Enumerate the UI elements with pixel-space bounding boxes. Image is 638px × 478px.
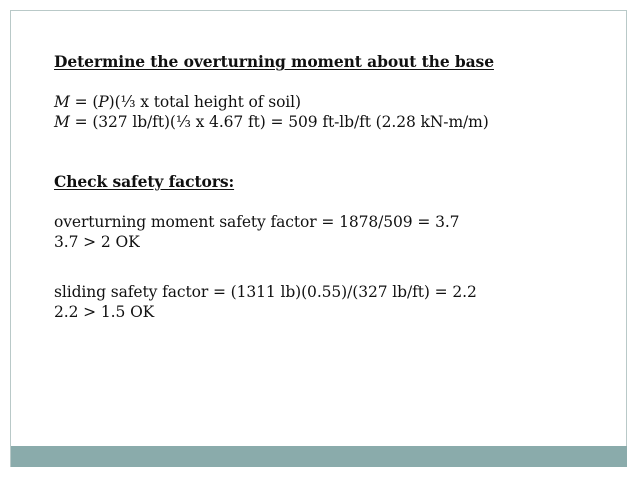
moment-var-2: M xyxy=(54,113,70,131)
moment-var: M xyxy=(54,93,70,111)
moment-calculation xyxy=(54,112,614,132)
formula-eq-sign: = ( xyxy=(69,93,99,111)
overturning-factor-line: overturning moment safety factor = 1878/509 = 3.7 xyxy=(54,213,460,231)
sliding-check-line: 2.2 > 1.5 OK xyxy=(54,303,155,321)
slide-content xyxy=(54,52,614,322)
overturning-check-line: 3.7 > 2 OK xyxy=(54,233,140,251)
moment-heading: Determine the overturning moment about the base xyxy=(54,52,494,71)
formula-rest: )(⅓ x total height of soil) xyxy=(108,93,301,111)
sliding-factor-line: sliding safety factor = (1311 lb)(0.55)/(327 lb/ft) = 2.2 xyxy=(54,283,477,301)
calculation-rest: = (327 lb/ft)(⅓ x 4.67 ft) = 509 ft-lb/ft (2.28 kN-m/m) xyxy=(69,113,489,131)
pressure-var: P xyxy=(98,93,109,111)
safety-heading: Check safety factors: xyxy=(54,172,235,191)
moment-formula xyxy=(54,92,614,112)
footer-bar xyxy=(11,446,627,467)
